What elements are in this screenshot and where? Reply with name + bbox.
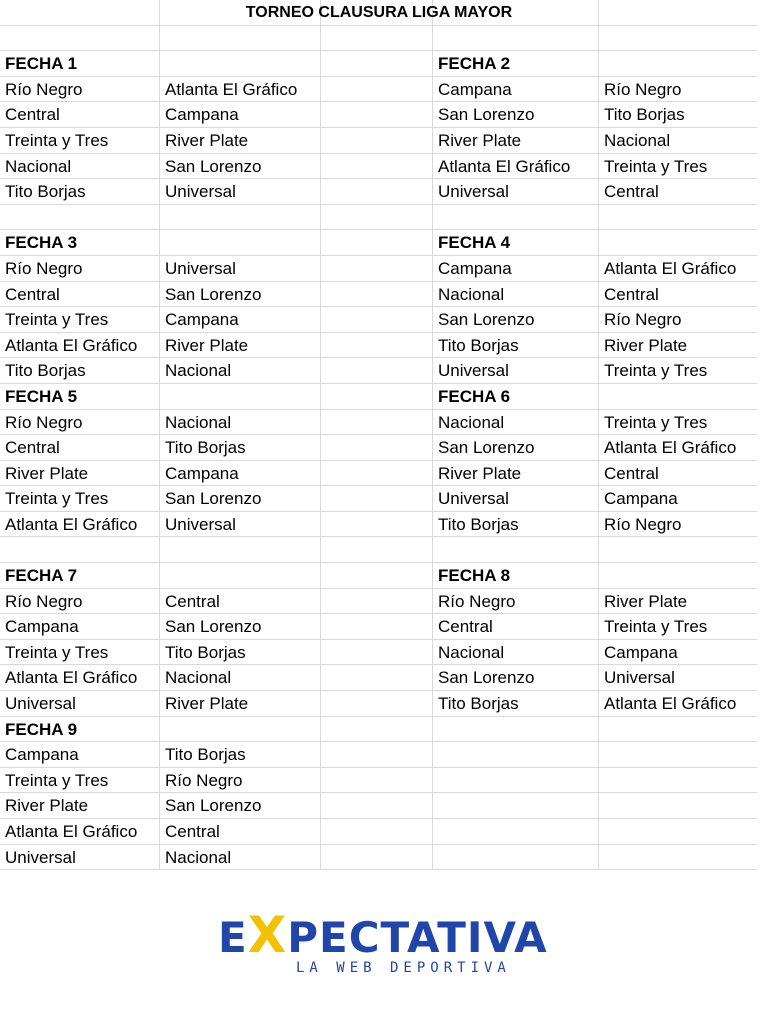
table-cell bbox=[321, 742, 433, 767]
table-cell: River Plate bbox=[160, 691, 321, 716]
table-cell: Treinta y Tres bbox=[604, 412, 708, 432]
table-cell bbox=[321, 691, 433, 716]
table-cell: River Plate bbox=[160, 333, 321, 358]
table-cell: Central bbox=[0, 435, 160, 460]
table-cell bbox=[321, 461, 433, 486]
table-cell: Atlanta El Gráfico bbox=[604, 694, 737, 714]
table-cell bbox=[599, 230, 757, 255]
table-cell: Treinta y Tres bbox=[0, 768, 160, 793]
table-row bbox=[0, 614, 757, 640]
table-cell: Universal bbox=[433, 486, 599, 511]
round-header: FECHA 1 bbox=[0, 51, 160, 76]
table-row bbox=[0, 333, 757, 359]
table-cell: San Lorenzo bbox=[160, 486, 321, 511]
table-cell bbox=[321, 51, 433, 76]
table-cell: San Lorenzo bbox=[160, 282, 321, 307]
table-cell: Treinta y Tres bbox=[604, 361, 708, 381]
table-row bbox=[0, 742, 757, 768]
table-cell: Río Negro bbox=[0, 256, 160, 281]
table-cell: Treinta y Tres bbox=[604, 617, 708, 637]
table-cell bbox=[321, 333, 433, 358]
table-cell bbox=[160, 230, 321, 255]
table-cell: River Plate bbox=[0, 461, 160, 486]
table-cell: Atlanta El Gráfico bbox=[604, 258, 737, 278]
table-cell bbox=[321, 384, 433, 409]
table-cell: Universal bbox=[433, 358, 599, 383]
table-row bbox=[0, 640, 757, 666]
table-cell bbox=[321, 665, 433, 690]
table-cell: Tito Borjas bbox=[604, 105, 685, 125]
table-row bbox=[0, 26, 757, 52]
table-cell: River Plate bbox=[604, 591, 688, 611]
sheet-title: TORNEO CLAUSURA LIGA MAYOR bbox=[245, 4, 513, 21]
table-cell bbox=[599, 51, 757, 76]
table-cell bbox=[321, 410, 433, 435]
table-cell bbox=[321, 205, 433, 230]
logo-tagline: LA WEB DEPORTIVA bbox=[296, 960, 511, 976]
table-row bbox=[0, 410, 757, 436]
table-cell: Tito Borjas bbox=[160, 435, 321, 460]
table-cell: Treinta y Tres bbox=[0, 307, 160, 332]
table-cell: Central bbox=[604, 463, 659, 483]
table-cell: Campana bbox=[160, 307, 321, 332]
table-row bbox=[0, 793, 757, 819]
round-header: FECHA 2 bbox=[433, 51, 599, 76]
table-cell bbox=[433, 717, 599, 742]
table-cell bbox=[160, 26, 321, 51]
table-cell: Nacional bbox=[433, 640, 599, 665]
table-cell bbox=[321, 435, 433, 460]
table-cell: Universal bbox=[0, 845, 160, 870]
table-cell: Río Negro bbox=[0, 77, 160, 102]
table-cell: River Plate bbox=[604, 335, 688, 355]
table-cell: San Lorenzo bbox=[160, 154, 321, 179]
table-cell: San Lorenzo bbox=[433, 102, 599, 127]
table-cell: San Lorenzo bbox=[433, 307, 599, 332]
table-cell: San Lorenzo bbox=[433, 435, 599, 460]
table-cell: Central bbox=[433, 614, 599, 639]
table-row bbox=[0, 102, 757, 128]
table-cell bbox=[0, 537, 160, 562]
table-cell: Río Negro bbox=[604, 514, 682, 534]
round-header: FECHA 9 bbox=[0, 717, 160, 742]
table-row bbox=[0, 230, 757, 256]
table-cell bbox=[599, 768, 757, 793]
round-header: FECHA 8 bbox=[433, 563, 599, 588]
table-cell bbox=[321, 845, 433, 870]
table-cell bbox=[321, 512, 433, 537]
table-cell bbox=[433, 845, 599, 870]
table-cell bbox=[321, 307, 433, 332]
table-cell bbox=[0, 205, 160, 230]
table-cell: Tito Borjas bbox=[0, 358, 160, 383]
table-row bbox=[0, 819, 757, 845]
table-cell: River Plate bbox=[433, 461, 599, 486]
table-row bbox=[0, 358, 757, 384]
table-cell: Tito Borjas bbox=[433, 691, 599, 716]
table-cell bbox=[321, 640, 433, 665]
table-cell: Universal bbox=[160, 179, 321, 204]
table-cell bbox=[160, 563, 321, 588]
table-cell: Atlanta El Gráfico bbox=[160, 77, 321, 102]
table-cell bbox=[321, 614, 433, 639]
table-cell: Central bbox=[0, 282, 160, 307]
table-cell bbox=[160, 51, 321, 76]
table-cell: Universal bbox=[433, 179, 599, 204]
table-cell bbox=[321, 154, 433, 179]
table-cell: Universal bbox=[0, 691, 160, 716]
logo-wordmark: EXPECTATIVA bbox=[218, 906, 548, 964]
table-cell: Campana bbox=[433, 256, 599, 281]
table-cell bbox=[599, 845, 757, 870]
round-header: FECHA 6 bbox=[433, 384, 599, 409]
table-row bbox=[0, 691, 757, 717]
table-cell bbox=[321, 589, 433, 614]
table-cell: Treinta y Tres bbox=[0, 486, 160, 511]
table-cell: Treinta y Tres bbox=[604, 156, 708, 176]
table-row bbox=[0, 154, 757, 180]
table-cell: Atlanta El Gráfico bbox=[0, 665, 160, 690]
table-row bbox=[0, 486, 757, 512]
table-cell: Nacional bbox=[160, 845, 321, 870]
table-cell: River Plate bbox=[160, 128, 321, 153]
table-row bbox=[0, 563, 757, 589]
table-cell: Tito Borjas bbox=[433, 333, 599, 358]
table-cell bbox=[321, 358, 433, 383]
table-row bbox=[0, 768, 757, 794]
table-cell bbox=[321, 256, 433, 281]
table-cell bbox=[321, 26, 433, 51]
table-cell bbox=[599, 537, 757, 562]
table-cell: San Lorenzo bbox=[160, 614, 321, 639]
table-cell bbox=[321, 717, 433, 742]
table-row bbox=[0, 589, 757, 615]
table-cell bbox=[160, 205, 321, 230]
table-cell: Nacional bbox=[433, 410, 599, 435]
table-cell: Tito Borjas bbox=[160, 742, 321, 767]
table-cell: Atlanta El Gráfico bbox=[604, 438, 737, 458]
table-cell: Campana bbox=[160, 102, 321, 127]
table-cell: Treinta y Tres bbox=[0, 128, 160, 153]
table-cell bbox=[321, 179, 433, 204]
table-cell bbox=[599, 384, 757, 409]
table-cell: Central bbox=[160, 819, 321, 844]
round-header: FECHA 7 bbox=[0, 563, 160, 588]
table-cell bbox=[321, 230, 433, 255]
table-cell: Central bbox=[604, 284, 659, 304]
table-row bbox=[0, 537, 757, 563]
table-row bbox=[0, 461, 757, 487]
table-cell: Universal bbox=[604, 668, 675, 688]
table-row bbox=[0, 179, 757, 205]
table-cell bbox=[321, 793, 433, 818]
table-cell bbox=[599, 205, 757, 230]
table-cell: Campana bbox=[604, 642, 678, 662]
table-cell bbox=[321, 563, 433, 588]
table-cell: Atlanta El Gráfico bbox=[0, 512, 160, 537]
table-cell: Nacional bbox=[160, 410, 321, 435]
table-row bbox=[0, 77, 757, 103]
table-row bbox=[0, 205, 757, 231]
table-cell bbox=[321, 282, 433, 307]
table-cell: Universal bbox=[160, 256, 321, 281]
table-cell: Río Negro bbox=[604, 310, 682, 330]
table-cell bbox=[433, 768, 599, 793]
table-cell: Atlanta El Gráfico bbox=[0, 819, 160, 844]
table-cell: Tito Borjas bbox=[433, 512, 599, 537]
table-cell bbox=[160, 717, 321, 742]
table-row bbox=[0, 717, 757, 743]
table-cell: Campana bbox=[0, 614, 160, 639]
table-cell: Río Negro bbox=[160, 768, 321, 793]
table-row bbox=[0, 845, 757, 871]
table-cell: Atlanta El Gráfico bbox=[433, 154, 599, 179]
table-cell bbox=[433, 742, 599, 767]
table-cell: River Plate bbox=[0, 793, 160, 818]
table-row bbox=[0, 435, 757, 461]
table-cell bbox=[599, 793, 757, 818]
table-cell: Río Negro bbox=[0, 410, 160, 435]
table-cell bbox=[599, 742, 757, 767]
table-cell bbox=[599, 717, 757, 742]
round-header: FECHA 5 bbox=[0, 384, 160, 409]
table-cell: Campana bbox=[433, 77, 599, 102]
table-cell: Río Negro bbox=[0, 589, 160, 614]
table-cell: Atlanta El Gráfico bbox=[0, 333, 160, 358]
fixture-rows bbox=[0, 26, 757, 871]
table-cell bbox=[433, 205, 599, 230]
table-cell bbox=[321, 128, 433, 153]
table-cell bbox=[599, 563, 757, 588]
table-cell: San Lorenzo bbox=[160, 793, 321, 818]
table-cell bbox=[433, 793, 599, 818]
round-header: FECHA 3 bbox=[0, 230, 160, 255]
table-cell bbox=[160, 537, 321, 562]
table-cell bbox=[160, 384, 321, 409]
table-cell bbox=[321, 537, 433, 562]
table-cell bbox=[321, 486, 433, 511]
logo-x-mark: X bbox=[247, 906, 288, 964]
table-cell bbox=[0, 26, 160, 51]
table-row bbox=[0, 282, 757, 308]
table-cell: Central bbox=[160, 589, 321, 614]
table-cell: Río Negro bbox=[433, 589, 599, 614]
table-cell: Campana bbox=[604, 489, 678, 509]
table-cell: Río Negro bbox=[604, 79, 682, 99]
table-cell bbox=[599, 26, 757, 51]
table-cell: Tito Borjas bbox=[0, 179, 160, 204]
table-cell: Nacional bbox=[433, 282, 599, 307]
table-row bbox=[0, 256, 757, 282]
table-cell: Nacional bbox=[160, 358, 321, 383]
table-cell: Nacional bbox=[0, 154, 160, 179]
table-cell: Nacional bbox=[160, 665, 321, 690]
table-cell: Universal bbox=[160, 512, 321, 537]
table-cell: Tito Borjas bbox=[160, 640, 321, 665]
table-cell bbox=[433, 819, 599, 844]
table-cell bbox=[321, 77, 433, 102]
table-cell: San Lorenzo bbox=[433, 665, 599, 690]
table-cell bbox=[433, 537, 599, 562]
expectativa-logo bbox=[218, 906, 548, 985]
table-cell bbox=[321, 102, 433, 127]
table-cell: Central bbox=[0, 102, 160, 127]
round-header: FECHA 4 bbox=[433, 230, 599, 255]
table-cell: Nacional bbox=[604, 130, 671, 150]
table-cell: Campana bbox=[160, 461, 321, 486]
table-row bbox=[0, 51, 757, 77]
table-cell: Treinta y Tres bbox=[0, 640, 160, 665]
table-row bbox=[0, 512, 757, 538]
table-cell: Campana bbox=[0, 742, 160, 767]
table-cell: Central bbox=[604, 182, 659, 202]
table-cell bbox=[599, 819, 757, 844]
table-row bbox=[0, 384, 757, 410]
title-row bbox=[0, 0, 757, 26]
table-row bbox=[0, 665, 757, 691]
table-cell bbox=[321, 768, 433, 793]
table-row bbox=[0, 128, 757, 154]
table-cell bbox=[321, 819, 433, 844]
table-row bbox=[0, 307, 757, 333]
table-cell bbox=[433, 26, 599, 51]
table-cell: River Plate bbox=[433, 128, 599, 153]
